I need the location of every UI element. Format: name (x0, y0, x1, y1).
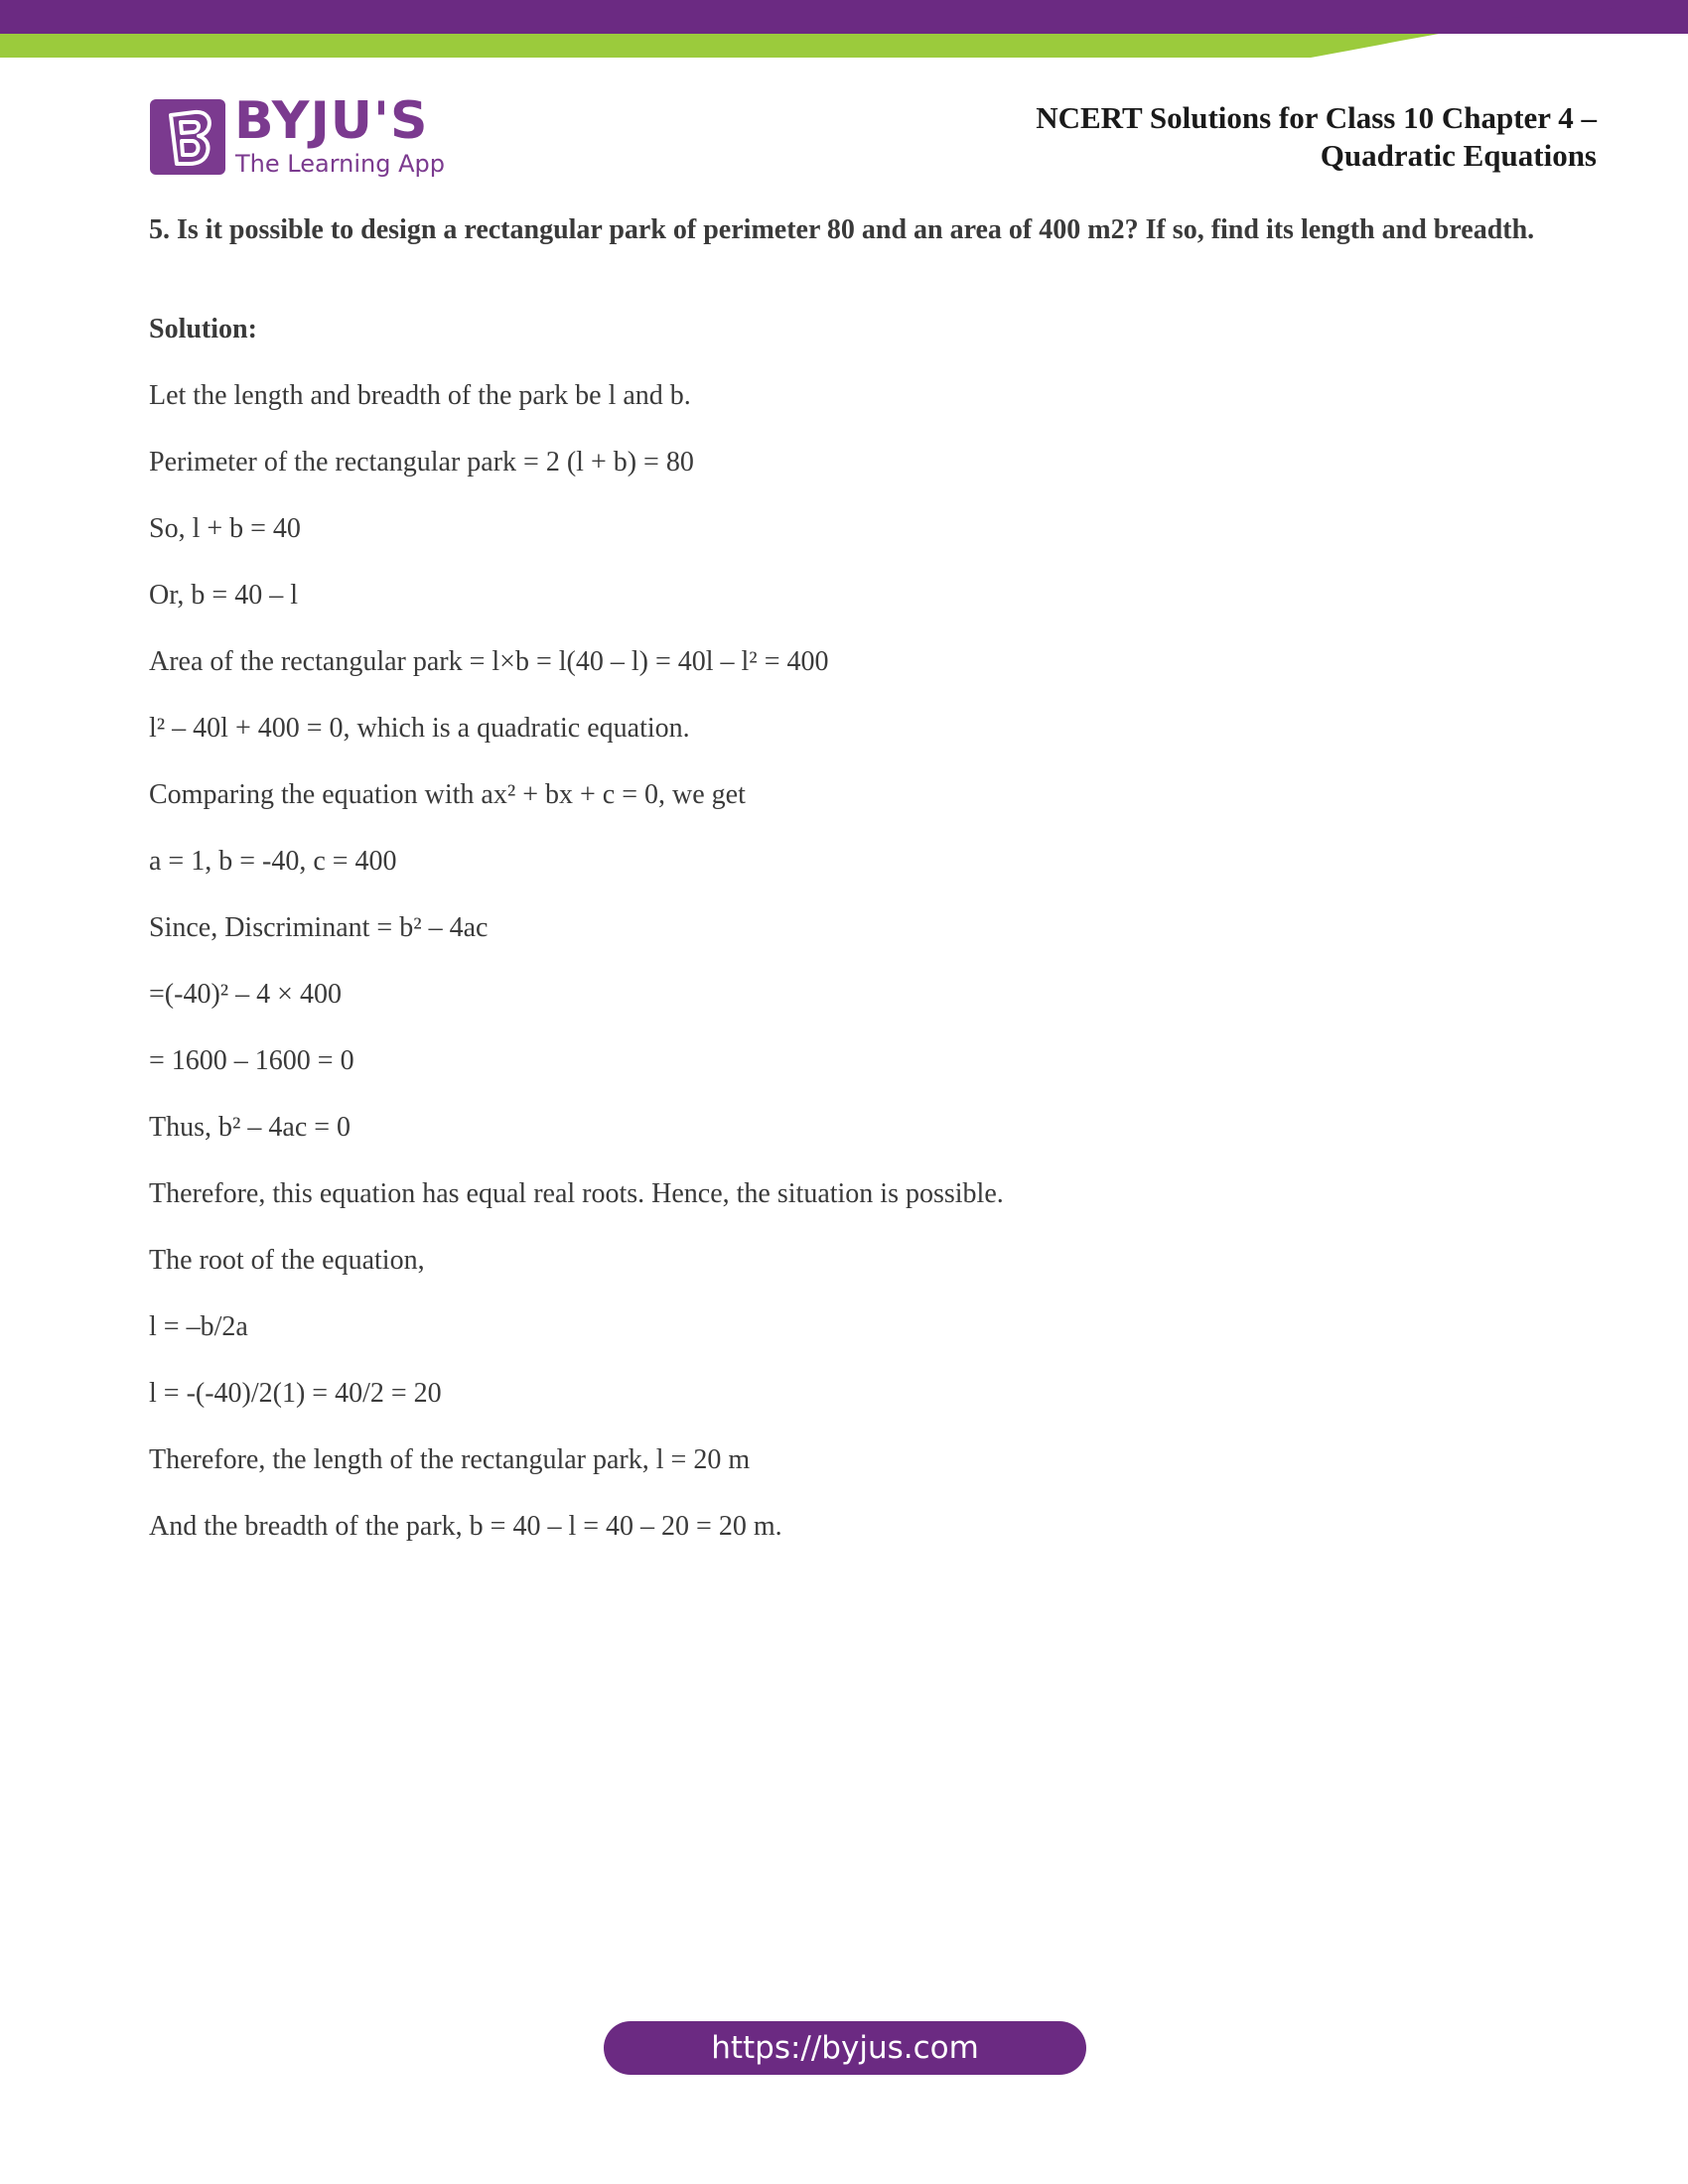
solution-step: Therefore, this equation has equal real roots. Hence, the situation is possible. (149, 1178, 1004, 1209)
solution-step: l² – 40l + 400 = 0, which is a quadratic equation. (149, 713, 690, 744)
solution-step: The root of the equation, (149, 1245, 425, 1276)
content-area (149, 213, 1539, 1542)
solution-step: Area of the rectangular park = l×b = l(40 – l) = 40l – l² = 400 (149, 646, 829, 677)
solution-step: =(-40)² – 4 × 400 (149, 979, 342, 1010)
solution-step: So, l + b = 40 (149, 513, 301, 544)
logo-tagline: The Learning App (235, 150, 445, 178)
solution-step: l = -(-40)/2(1) = 40/2 = 20 (149, 1378, 442, 1409)
solution-step: And the breadth of the park, b = 40 – l = 40 – 20 = 20 m. (149, 1511, 782, 1542)
solution-step: a = 1, b = -40, c = 400 (149, 846, 397, 877)
solution-step: l = –b/2a (149, 1311, 248, 1342)
question-text: 5. Is it possible to design a rectangular park of perimeter 80 and an area of 400 m2? If so, find its length and breadth. (149, 214, 1535, 245)
solution-step: Therefore, the length of the rectangular park, l = 20 m (149, 1444, 751, 1475)
logo-wordmark: BYJU'S (234, 91, 429, 151)
header-band (0, 0, 1688, 60)
header-title-line-2: Quadratic Equations (1320, 138, 1597, 173)
solution-step: Perimeter of the rectangular park = 2 (l + b) = 80 (149, 447, 694, 478)
solution-step: Thus, b² – 4ac = 0 (149, 1112, 352, 1143)
solution-label: Solution: (149, 314, 257, 344)
solution-step: Comparing the equation with ax² + bx + c = 0, we get (149, 779, 746, 810)
solution-step: Or, b = 40 – l (149, 580, 298, 611)
page-header-title (902, 99, 1597, 175)
solution-step: Let the length and breadth of the park be l and b. (149, 380, 691, 411)
footer-url-pill[interactable]: https://byjus.com (604, 2021, 1086, 2075)
solution-step: Since, Discriminant = b² – 4ac (149, 912, 489, 943)
header-title-line-1: NCERT Solutions for Class 10 Chapter 4 – (1036, 100, 1597, 135)
solution-step: = 1600 – 1600 = 0 (149, 1045, 354, 1076)
